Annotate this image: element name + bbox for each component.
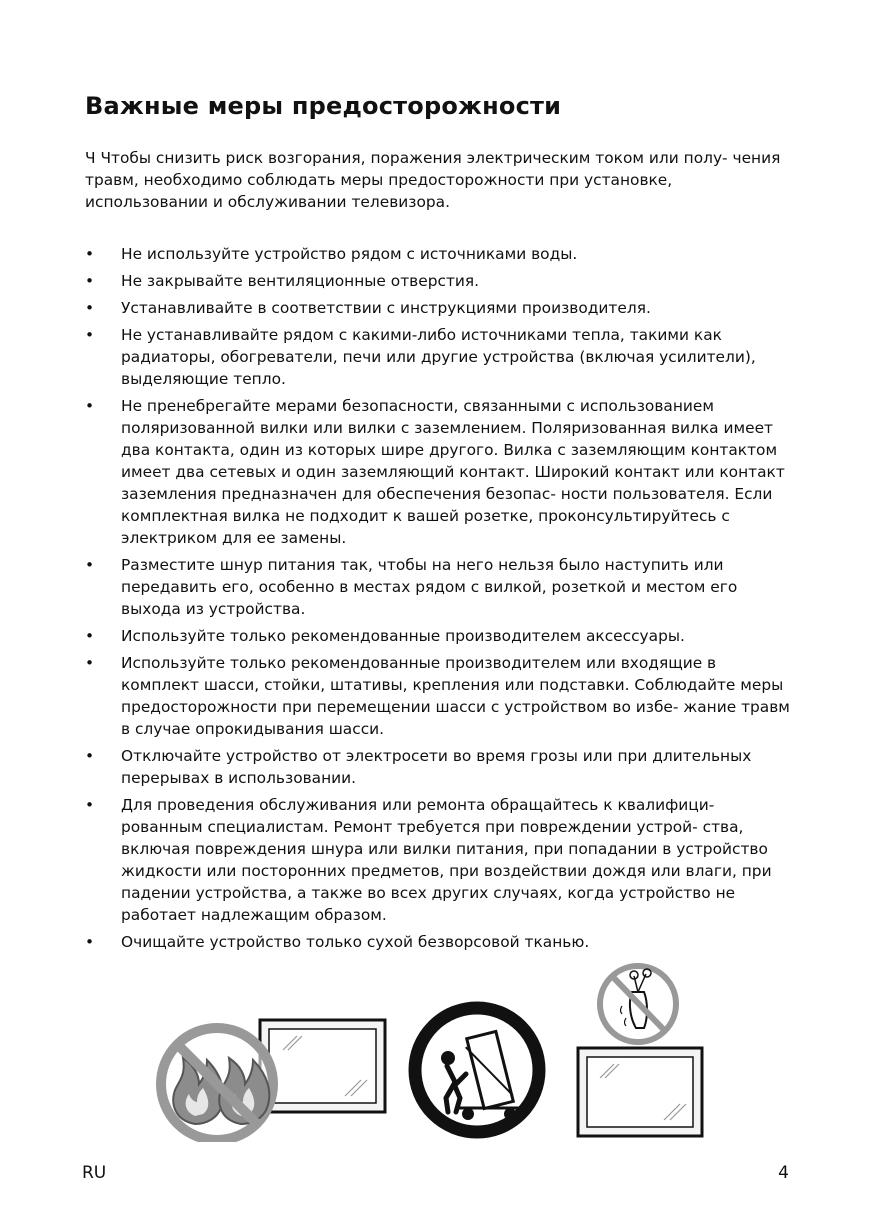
tv-icon: [578, 1048, 702, 1136]
rule-text: Не устанавливайте рядом с какими-либо источниками тепла, такими как радиаторы, обогреватели, печи или другие устройства (включая усилители), выделяющие тепло.: [121, 326, 756, 388]
bullet-glyph: •: [85, 627, 95, 645]
rule-text: Не закрывайте вентиляционные отверстия.: [121, 272, 480, 290]
bullet-glyph: •: [85, 272, 95, 290]
rule-text: Для проведения обслуживания или ремонта обращайтесь к квалифици- рованным специалистам. Ремонт требуется при повреждении устрой- ства, включая повреждения шнура или вилки питания, при попадании в устройство жидкости или посторонних предметов, при воздействии дождя или влаги, при падении устройства, а также во всех других случаях, когда устройство не работает надлежащим образом.: [121, 796, 772, 924]
list-item: [85, 652, 790, 740]
list-item: [85, 324, 790, 390]
bullet-glyph: •: [85, 796, 95, 814]
page-title: Важные меры предосторожности: [85, 92, 562, 120]
list-item: [85, 395, 790, 549]
list-item: [85, 625, 790, 647]
rule-text: Не используйте устройство рядом с источниками воды.: [121, 245, 578, 263]
list-item: [85, 794, 790, 926]
rule-text: Устанавливайте в соответствии с инструкциями производителя.: [121, 299, 651, 317]
bullet-glyph: •: [85, 299, 95, 317]
list-item: [85, 297, 790, 319]
no-liquid-on-tv-illustration: [572, 962, 707, 1140]
rule-text: Используйте только рекомендованные производителем или входящие в комплект шасси, стойки, штативы, крепления или подставки. Соблюдайте меры предосторожности при перемещении шасси с устройством во избе- жание травм в случае опрокидывания шасси.: [121, 654, 790, 738]
language-code: RU: [82, 1163, 107, 1183]
list-item: [85, 745, 790, 789]
rule-text: Отключайте устройство от электросети во время грозы или при длительных перерывах в использовании.: [121, 747, 752, 787]
bullet-glyph: •: [85, 245, 95, 263]
list-item: [85, 270, 790, 292]
list-item: [85, 931, 790, 953]
rule-text: Разместите шнур питания так, чтобы на него нельзя было наступить или передавить его, особенно в местах рядом с вилкой, розеткой и местом его выхода из устройства.: [121, 556, 738, 618]
bullet-glyph: •: [85, 397, 95, 415]
rule-text: Не пренебрегайте мерами безопасности, связанными с использованием поляризованной вилки или вилки с заземлением. Поляризованная вилка имеет два контакта, один из которых шире другого. Вилка с заземляющим контактом имеет два сетевых и один заземляющий контакт. Широкий контакт или контакт заземления предназначен для обеспечения безопас- ности пользователя. Если комплектная вилка не подходит к вашей розетке, проконсультируйтесь с электриком для ее замены.: [121, 397, 785, 547]
tv-icon: [260, 1020, 385, 1112]
safety-rules-list: [85, 243, 790, 958]
rule-text: Очищайте устройство только сухой безворсовой тканью.: [121, 933, 590, 951]
intro-paragraph: Ч Чтобы снизить риск возгорания, поражения электрическим током или полу- чения травм, необходимо соблюдать меры предосторожности при установке, использовании и обслуживании телевизора.: [85, 149, 781, 211]
rule-text: Используйте только рекомендованные производителем аксессуары.: [121, 627, 685, 645]
list-item: [85, 554, 790, 620]
bullet-glyph: •: [85, 556, 95, 574]
bullet-glyph: •: [85, 747, 95, 765]
list-item: [85, 243, 790, 265]
page-number: 4: [778, 1163, 789, 1183]
cart-tip-over-warning-illustration: [402, 1000, 552, 1140]
bullet-glyph: •: [85, 654, 95, 672]
bullet-glyph: •: [85, 326, 95, 344]
no-heat-source-illustration: [155, 1012, 390, 1142]
bullet-glyph: •: [85, 933, 95, 951]
